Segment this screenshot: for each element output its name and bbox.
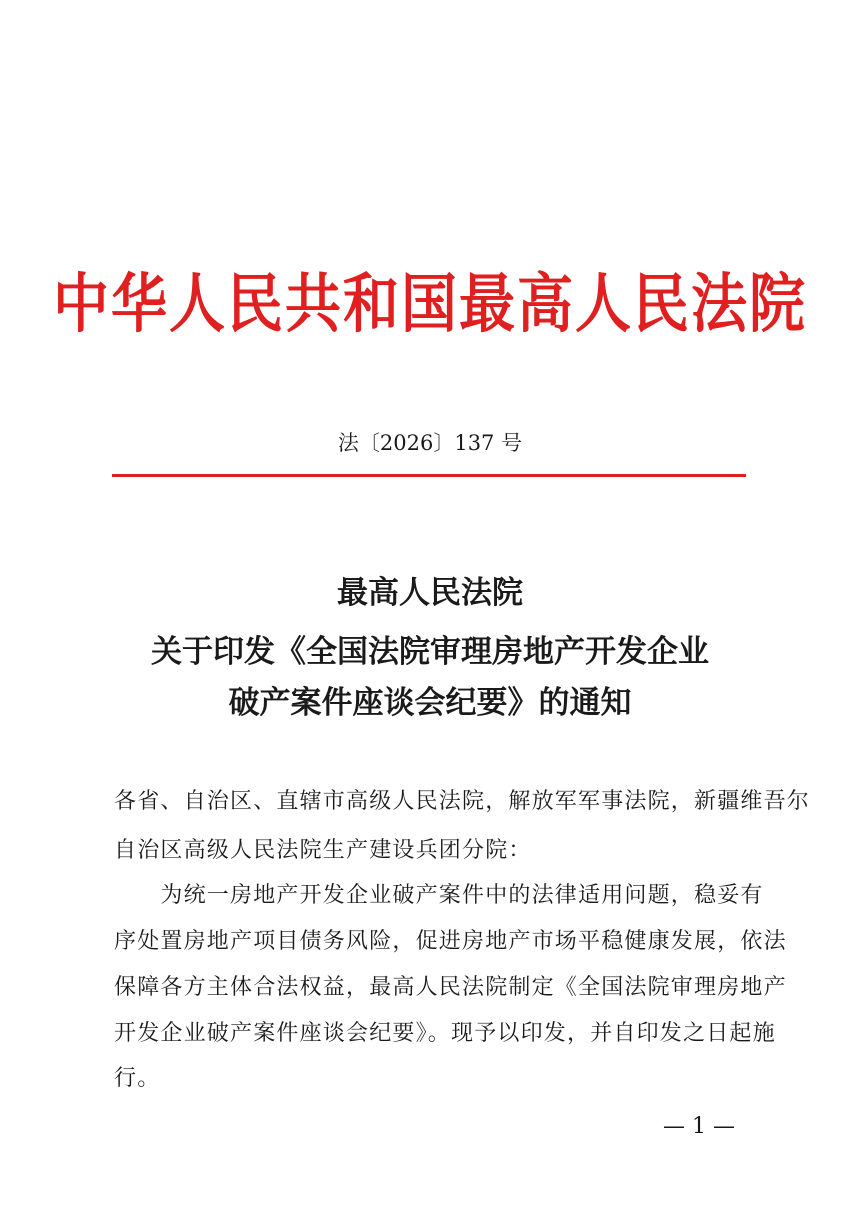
document-number: 法〔2026〕137 号	[337, 431, 523, 455]
title-line-3: 破产案件座谈会纪要》的通知	[228, 685, 632, 721]
body-line-4: 序处置房地产项目债务风险，促进房地产市场平稳健康发展，依法	[114, 929, 787, 954]
body-line-2: 自治区高级人民法院生产建设兵团分院：	[114, 838, 532, 863]
red-separator-line	[112, 474, 746, 477]
page-number: — 1 —	[663, 1114, 735, 1139]
body-line-5: 保障各方主体合法权益，最高人民法院制定《全国法院审理房地产	[114, 975, 787, 1000]
issuing-authority-header: 中华人民共和国最高人民法院	[53, 266, 807, 343]
body-line-6: 开发企业破产案件座谈会纪要》。现予以印发，并自印发之日起施	[114, 1021, 776, 1046]
title-line-2: 关于印发《全国法院审理房地产开发企业	[151, 634, 709, 670]
body-line-3: 为统一房地产开发企业破产案件中的法律适用问题，稳妥有	[114, 883, 764, 908]
title-line-1: 最高人民法院	[337, 575, 523, 611]
body-line-7: 行。	[114, 1066, 161, 1091]
body-line-1: 各省、自治区、直辖市高级人民法院，解放军军事法院，新疆维吾尔	[114, 789, 811, 814]
